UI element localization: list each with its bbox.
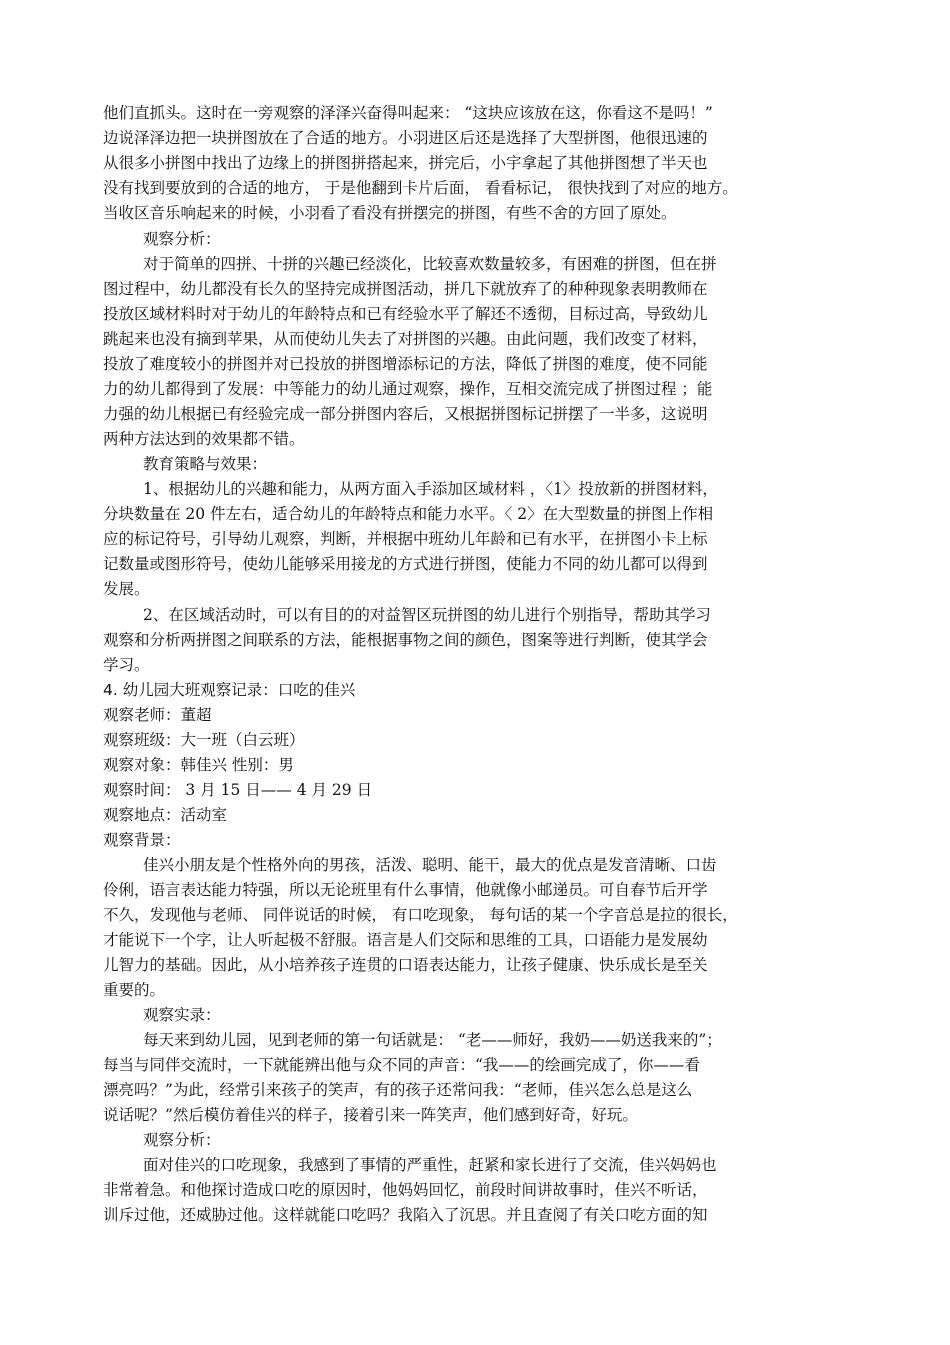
text-line: 投放了难度较小的拼图并对已投放的拼图增添标记的方法，降低了拼图的难度，使不同能 [103,355,708,373]
text-line: 投放区域材料时对于幼儿的年龄特点和已有经验水平了解还不透彻，目标过高，导致幼儿 [103,305,708,323]
text-line: 他们直抓头。这时在一旁观察的泽泽兴奋得叫起来： “这块应该放在这，你看这不是吗！” [103,104,713,122]
text-line: 分块数量在 20 件左右，适合幼儿的年龄特点和能力水平。〈 2〉在大型数量的拼图上作相 [103,505,714,523]
info-line: 观察时间： 3 月 15 日—— 4 月 29 日 [103,781,373,799]
text-line: 1、根据幼儿的兴趣和能力，从两方面入手添加区域材料 ，〈1〉投放新的拼图材料， [143,480,718,498]
text-line: 两种方法达到的效果都不错。 [103,430,305,448]
text-line: 面对佳兴的口吃现象，我感到了事情的严重性，赶紧和家长进行了交流，佳兴妈妈也 [143,1156,717,1174]
text-line: 对于简单的四拼、十拼的兴趣已经淡化，比较喜欢数量较多，有困难的拼图，但在拼 [143,255,717,273]
text-line: 边说泽泽边把一块拼图放在了合适的地方。小羽进区后还是选择了大型拼图，他很迅速的 [103,129,708,147]
text-line: 从很多小拼图中找出了边缘上的拼图拼搭起来，拼完后，小宇拿起了其他拼图想了半天也 [103,154,708,172]
info-line: 观察班级：大一班（白云班） [103,731,305,749]
info-line: 观察地点：活动室 [103,806,228,824]
section-heading: 教育策略与效果： [143,455,268,473]
text-line: 记数量或图形符号，使幼儿能够采用接龙的方式进行拼图，使能力不同的幼儿都可以得到 [103,555,708,573]
section-heading: 观察分析： [143,1131,221,1149]
text-line: 当收区音乐响起来的时候，小羽看了看没有拼摆完的拼图，有些不舍的方回了原处。 [103,204,677,222]
text-line: 力强的幼儿根据已有经验完成一部分拼图内容后，又根据拼图标记拼摆了一半多，这说明 [103,405,708,423]
text-line: 非常着急。和他探讨造成口吃的原因时，他妈妈回忆，前段时间讲故事时，佳兴不听话， [103,1181,708,1199]
text-line: 才能说下一个字，让人听起极不舒服。语言是人们交际和思维的工具，口语能力是发展幼 [103,931,708,949]
text-line: 伶俐，语言表达能力特强，所以无论班里有什么事情，他就像小邮递员。可自春节后开学 [103,881,708,899]
section-heading: 观察实录： [143,1006,221,1024]
text-line: 应的标记符号，引导幼儿观察，判断，并根据中班幼儿年龄和已有水平，在拼图小卡上标 [103,530,708,548]
section-heading: 观察分析： [143,230,221,248]
text-line: 佳兴小朋友是个性格外向的男孩，活泼、聪明、能干，最大的优点是发音清晰、口齿 [143,856,717,874]
text-line: 重要的。 [103,981,166,999]
text-line: 每天来到幼儿园，见到老师的第一句话就是： “老——师好，我奶——奶送我来的”； [143,1031,722,1049]
text-line: 没有找到要放到的合适的地方， 于是他翻到卡片后面， 看看标记， 很快找到了对应的地方。 [103,179,738,197]
text-line: 儿智力的基础。因此，从小培养孩子连贯的口语表达能力，让孩子健康、快乐成长是至关 [103,956,708,974]
text-line: 发展。 [103,580,150,598]
text-line: 观察和分析两拼图之间联系的方法，能根据事物之间的颜色，图案等进行判断，使其学会 [103,631,708,649]
info-line: 观察对象：韩佳兴 性别：男 [103,756,294,774]
text-line: 漂亮吗？”为此，经常引来孩子的笑声，有的孩子还常问我：“老师，佳兴怎么总是这么 [103,1081,693,1099]
text-line: 学习。 [103,656,150,674]
info-line: 观察老师：董超 [103,706,212,724]
text-line: 每当与同伴交流时，一下就能辨出他与众不同的声音：“我——的绘画完成了，你——看 [103,1056,700,1074]
text-line: 力的幼儿都得到了发展：中等能力的幼儿通过观察，操作，互相交流完成了拼图过程 ；能 [103,380,713,398]
text-line: 2、在区域活动时，可以有目的的对益智区玩拼图的幼儿进行个别指导，帮助其学习 [143,606,711,624]
text-line: 训斥过他，还威胁过他。这样就能口吃吗？我陷入了沉思。并且查阅了有关口吃方面的知 [103,1206,708,1224]
text-line: 不久，发现他与老师、 同伴说话的时候， 有口吃现象， 每句话的某一个字音总是拉的很长， [103,906,738,924]
article-title: 4. 幼儿园大班观察记录：口吃的佳兴 [103,681,356,699]
text-line: 说话呢？”然后模仿着佳兴的样子，接着引来一阵笑声，他们感到好奇，好玩。 [103,1106,638,1124]
text-line: 跳起来也没有摘到苹果，从而使幼儿失去了对拼图的兴趣。由此问题，我们改变了材料， [103,330,708,348]
section-heading: 观察背景： [103,831,181,849]
text-line: 图过程中，幼儿都没有长久的坚持完成拼图活动，拼几下就放弃了的种种现象表明教师在 [103,280,708,298]
